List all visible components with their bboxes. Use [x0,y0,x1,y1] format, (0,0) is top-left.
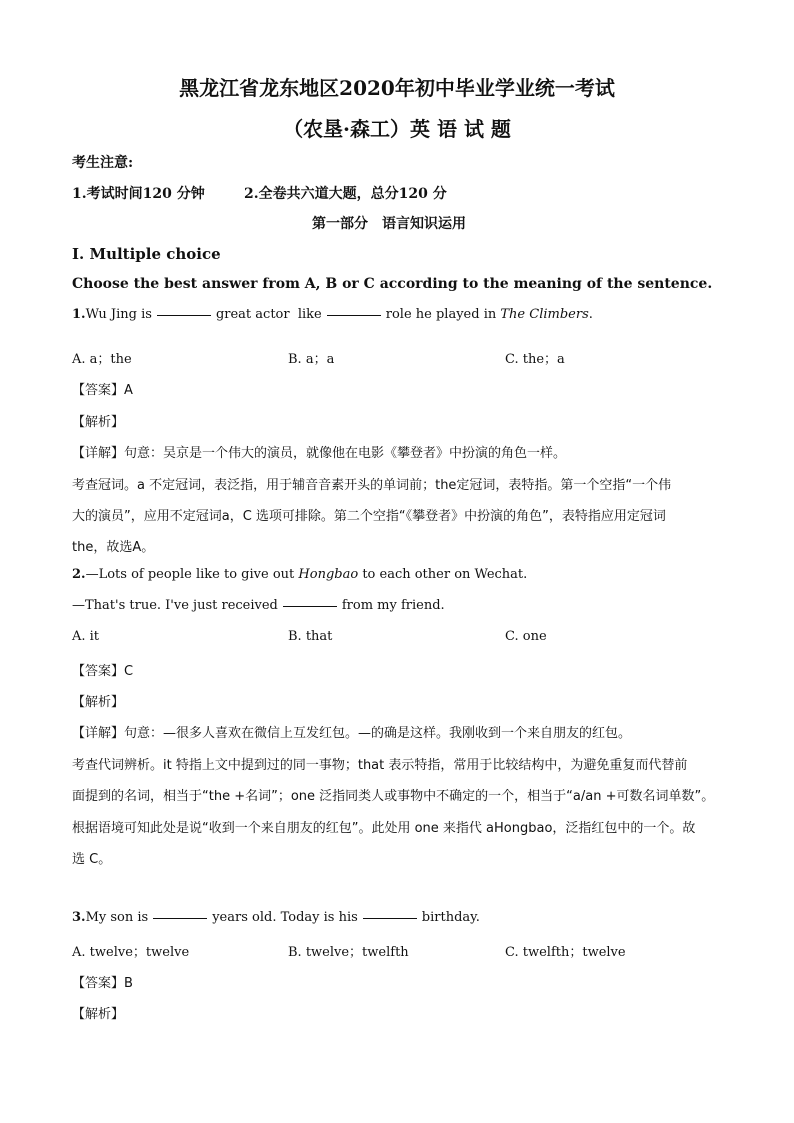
page-subtitle: （农垦·森工）英 语 试 题 [283,117,511,141]
question-1-stem: 1.Wu Jing is great actor like role he played in The Climbers. [72,307,593,322]
part-title: 第一部分 语言知识运用 [312,216,466,232]
question-1-explanation-line: 考查冠词。a 不定冠词，表泛指，用于辅音音素开头的单词前；the定冠词，表特指。第一个空指“一个伟 [72,478,672,493]
question-1-explanation-line: the，故选A。 [72,540,155,555]
question-2-line-1: 2.—Lots of people like to give out Hongbao to each other on Wechat. [72,567,528,582]
film-title: The Climbers [500,307,589,322]
question-3-option-a: A. twelve；twelve [72,945,190,960]
question-1-detail: 【详解】句意：吴京是一个伟大的演员，就像他在电影《攀登者》中扮演的角色一样。 [72,446,567,461]
answer-blank [153,917,207,919]
question-1-answer: 【答案】A [72,383,133,398]
question-2-analysis-label: 【解析】 [72,695,125,710]
question-3-number: 3. [72,910,86,925]
question-1-analysis-label: 【解析】 [72,415,125,430]
question-3-option-b: B. twelve；twelfth [288,945,409,960]
section-instruction: Choose the best answer from A, B or C according to the meaning of the sentence. [72,276,713,292]
question-2-detail: 【详解】句意：—很多人喜欢在微信上互发红包。—的确是这样。我刚收到一个来自朋友的红包。 [72,726,632,741]
question-2-number: 2. [72,567,86,582]
question-1-number: 1. [72,307,86,322]
notice-item-total: 2.全卷共六道大题，总分120 分 [244,186,447,202]
question-3-stem: 3.My son is years old. Today is his birthday. [72,910,480,925]
question-2-explanation-line: 根据语境可知此处是说“收到一个来自朋友的红包”。此处用 one 来指代 aHongbao，泛指红包中的一个。故 [72,821,696,836]
question-1-option-c: C. the；a [505,352,565,367]
question-3-option-c: C. twelfth；twelve [505,945,626,960]
question-2-answer: 【答案】C [72,664,134,679]
question-2-option-b: B. that [288,629,333,644]
answer-blank [363,917,417,919]
question-3-answer: 【答案】B [72,976,133,991]
notice-item-time: 1.考试时间120 分钟 [72,186,205,202]
answer-blank [283,605,337,607]
question-2-explanation-line: 考查代词辨析。it 特指上文中提到过的同一事物；that 表示特指，常用于比较结构中，为避免重复而代替前 [72,758,688,773]
section-title: I. Multiple choice [72,245,221,263]
question-2-explanation-line: 面提到的名词，相当于“the +名词”；one 泛指同类人或事物中不确定的一个，相当于“a/an +可数名词单数”。 [72,789,715,804]
question-1-option-b: B. a；a [288,352,335,367]
question-1-explanation-line: 大的演员”，应用不定冠词a，C 选项可排除。第二个空指“《攀登者》中扮演的角色”，表特指应用定冠词 [72,509,666,524]
answer-blank [157,314,211,316]
question-2-explanation-line: 选 C。 [72,852,112,867]
notice-heading: 考生注意: [72,155,134,171]
question-2-option-a: A. it [72,629,100,644]
question-1-option-a: A. a；the [72,352,132,367]
answer-blank [327,314,381,316]
page-title: 黑龙江省龙东地区2020年初中毕业学业统一考试 [179,76,615,100]
question-2-line-2: —That's true. I've just received from my friend. [72,598,445,613]
question-3-analysis-label: 【解析】 [72,1007,125,1022]
question-2-option-c: C. one [505,629,547,644]
